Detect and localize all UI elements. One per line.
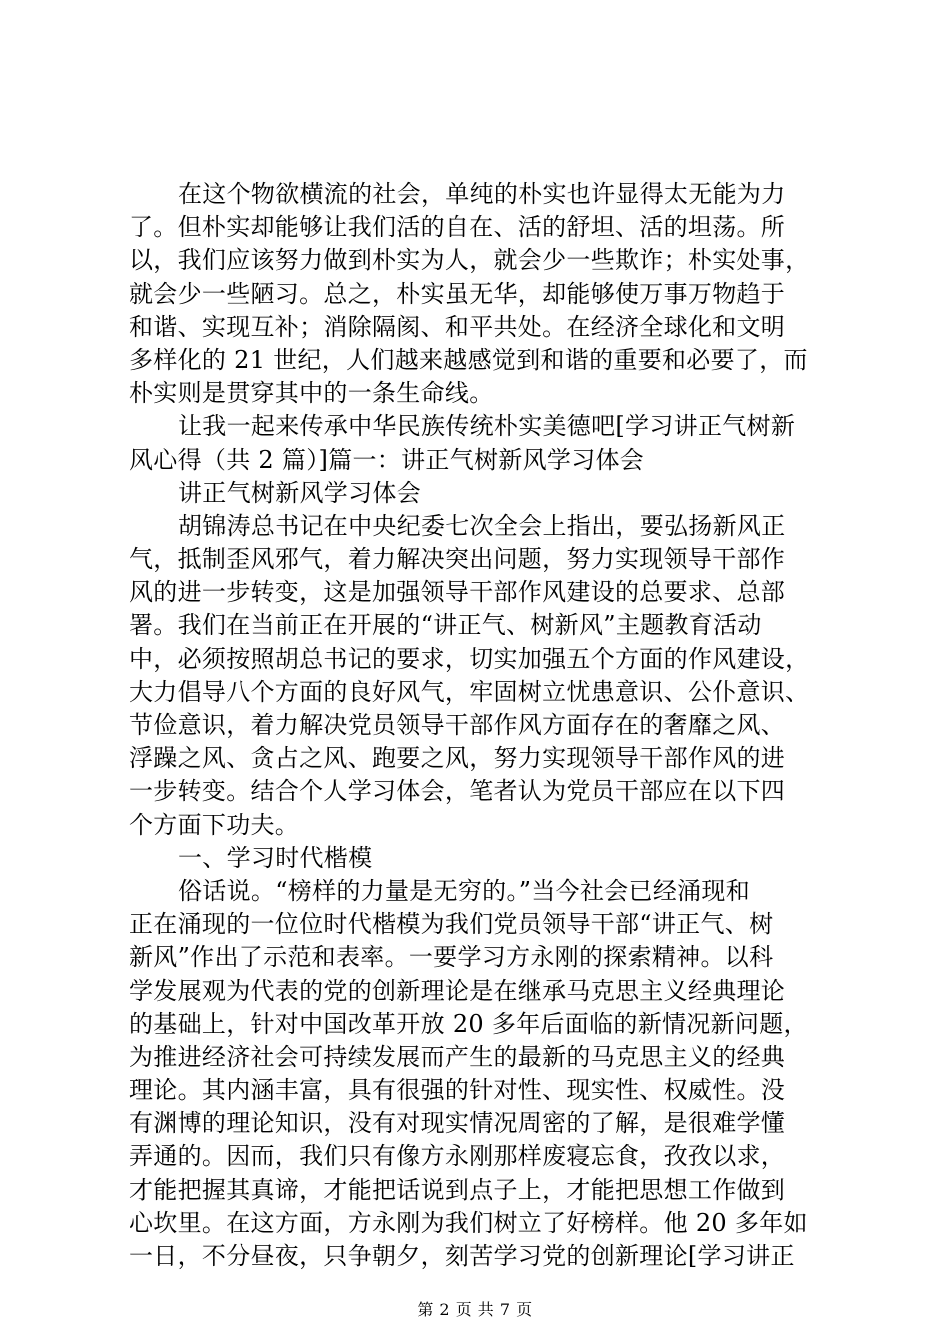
page-number-footer: 第 2 页 共 7 页 xyxy=(417,1300,533,1319)
text-line: 理论。其内涵丰富，具有很强的针对性、现实性、权威性。没 xyxy=(129,1076,786,1105)
text-line: 风的进一步转变，这是加强领导干部作风建设的总要求、总部 xyxy=(129,578,786,607)
text-line: 心坎里。在这方面，方永刚为我们树立了好榜样。他 20 多年如 xyxy=(129,1208,808,1237)
text-line: 才能把握其真谛，才能把话说到点子上，才能把思想工作做到 xyxy=(129,1175,786,1204)
text-line: 一日，不分昼夜，只争朝夕，刻苦学习党的创新理论[学习讲正 xyxy=(129,1242,795,1270)
text-line: 俗话说。“榜样的力量是无穷的。”当今社会已经涌现和 xyxy=(178,876,751,905)
text-line: 浮躁之风、贪占之风、跑要之风，努力实现领导干部作风的进 xyxy=(129,744,786,773)
text-line: 有渊博的理论知识，没有对现实情况周密的了解，是很难学懂 xyxy=(129,1109,786,1138)
text-line: 在这个物欲横流的社会，单纯的朴实也许显得太无能为力 xyxy=(178,180,786,208)
text-line: 一、学习时代楷模 xyxy=(178,843,373,872)
document-body xyxy=(129,178,839,1273)
text-line: 学发展观为代表的党的创新理论是在继承马克思主义经典理论 xyxy=(129,976,786,1005)
text-line: 以，我们应该努力做到朴实为人，就会少一些欺诈；朴实处事， xyxy=(129,246,810,275)
text-line: 节俭意识，着力解决党员领导干部作风方面存在的奢靡之风、 xyxy=(129,711,786,739)
text-line: 署。我们在当前正在开展的“讲正气、树新风”主题教育活动 xyxy=(129,611,762,640)
text-line: 胡锦涛总书记在中央纪委七次全会上指出，要弘扬新风正 xyxy=(178,511,786,540)
text-line: 弄通的。因而，我们只有像方永刚那样废寝忘食，孜孜以求， xyxy=(129,1142,786,1171)
text-line: 为推进经济社会可持续发展而产生的最新的马克思主义的经典 xyxy=(129,1042,786,1071)
text-line: 气，抵制歪风邪气，着力解决突出问题，努力实现领导干部作 xyxy=(129,545,786,574)
text-line: 个方面下功夫。 xyxy=(129,810,300,839)
text-line: 讲正气树新风学习体会 xyxy=(178,478,421,507)
text-line: 了。但朴实却能够让我们活的自在、活的舒坦、活的坦荡。所 xyxy=(129,213,786,242)
text-line: 一步转变。结合个人学习体会，笔者认为党员干部应在以下四 xyxy=(129,777,786,806)
text-line: 朴实则是贯穿其中的一条生命线。 xyxy=(129,379,494,408)
text-line: 大力倡导八个方面的良好风气，牢固树立忧患意识、公仆意识、 xyxy=(129,677,810,706)
text-line: 的基础上，针对中国改革开放 20 多年后面临的新情况新问题， xyxy=(129,1009,808,1038)
text-line: 风心得（共 2 篇）]篇一：讲正气树新风学习体会 xyxy=(129,445,645,474)
text-line: 新风”作出了示范和表率。一要学习方永刚的探索精神。以科 xyxy=(129,943,774,972)
text-line: 中，必须按照胡总书记的要求，切实加强五个方面的作风建设， xyxy=(129,644,810,673)
text-line: 就会少一些陋习。总之，朴实虽无华，却能够使万事万物趋于 xyxy=(129,279,786,308)
text-line: 多样化的 21 世纪，人们越来越感觉到和谐的重要和必要了，而 xyxy=(129,345,808,374)
text-line: 和谐、实现互补；消除隔阂、和平共处。在经济全球化和文明 xyxy=(129,312,786,341)
text-line: 正在涌现的一位位时代楷模为我们党员领导干部“讲正气、树 xyxy=(129,910,774,939)
text-line: 让我一起来传承中华民族传统朴实美德吧[学习讲正气树新 xyxy=(178,412,796,441)
